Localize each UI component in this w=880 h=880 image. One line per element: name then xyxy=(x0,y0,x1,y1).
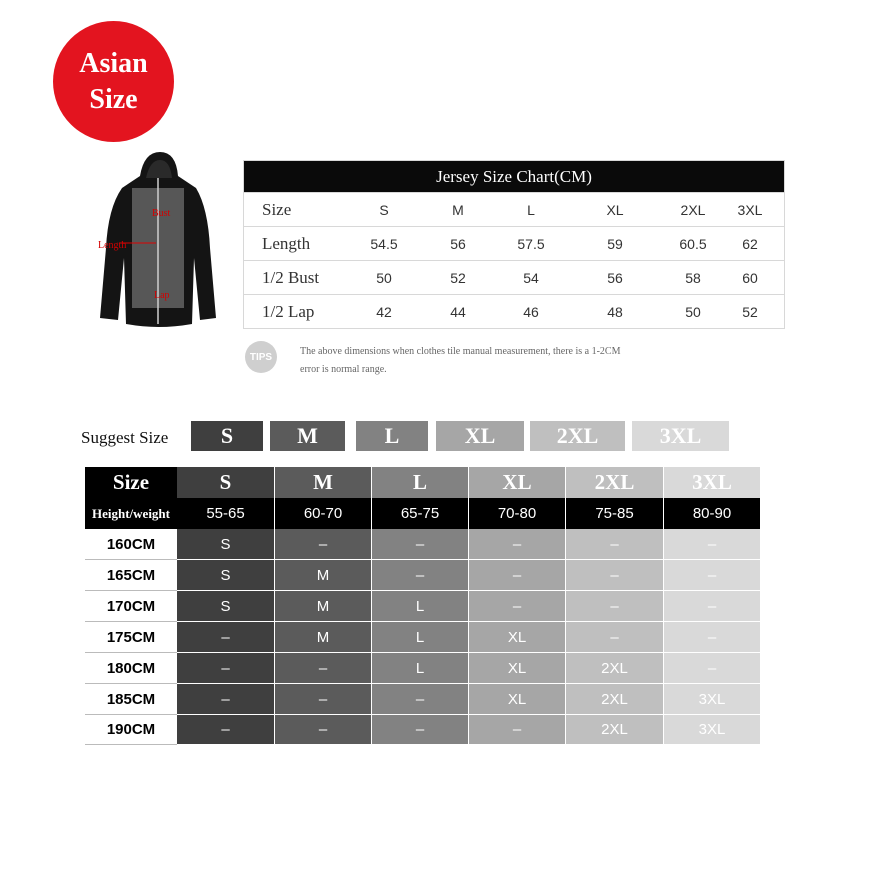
height-label: 170CM xyxy=(85,591,177,622)
cell: 50 xyxy=(376,269,392,286)
weight-range: 80-90 xyxy=(664,498,761,529)
size-cell: S xyxy=(177,529,275,560)
cell: 56 xyxy=(450,235,466,252)
size-column-header: 2XL xyxy=(566,467,664,498)
size-cell: – xyxy=(177,653,275,684)
size-cell: – xyxy=(469,529,566,560)
cell: 3XL xyxy=(737,201,763,218)
cell: 54.5 xyxy=(370,235,398,252)
height-label: 190CM xyxy=(85,715,177,745)
badge-line-2: Size xyxy=(89,83,138,115)
jersey-row-lap xyxy=(244,294,784,328)
size-column-header: L xyxy=(372,467,469,498)
size-column-header: XL xyxy=(469,467,566,498)
size-cell: 2XL xyxy=(566,653,664,684)
tips-icon: TIPS xyxy=(245,341,277,373)
size-cell: M xyxy=(275,622,372,653)
size-cell: – xyxy=(664,591,761,622)
suggest-size-m: M xyxy=(270,421,345,451)
size-cell: M xyxy=(275,591,372,622)
size-cell: L xyxy=(372,653,469,684)
cell: 2XL xyxy=(680,201,706,218)
size-cell: 2XL xyxy=(566,684,664,715)
cell: 52 xyxy=(742,303,758,320)
weight-range: 65-75 xyxy=(372,498,469,529)
size-cell: – xyxy=(372,684,469,715)
size-cell: S xyxy=(177,560,275,591)
height-label: 160CM xyxy=(85,529,177,560)
tips-line-1: The above dimensions when clothes tile manual measurement, there is a 1-2CM xyxy=(300,346,621,357)
cell: 58 xyxy=(685,269,701,286)
jersey-chart-title: Jersey Size Chart(CM) xyxy=(244,161,784,192)
cell: XL xyxy=(606,201,624,218)
size-cell: – xyxy=(177,715,275,745)
size-cell: – xyxy=(469,560,566,591)
row-label: Length xyxy=(262,233,311,253)
cell: 50 xyxy=(685,303,701,320)
size-cell: M xyxy=(275,560,372,591)
size-cell: – xyxy=(177,622,275,653)
height-label: 175CM xyxy=(85,622,177,653)
jersey-row-size xyxy=(244,192,784,226)
height-label: 185CM xyxy=(85,684,177,715)
size-cell: – xyxy=(566,591,664,622)
size-cell: 3XL xyxy=(664,715,761,745)
size-cell: – xyxy=(275,715,372,745)
weight-range: 55-65 xyxy=(177,498,275,529)
size-cell: 3XL xyxy=(664,684,761,715)
size-column-header: S xyxy=(177,467,275,498)
height-label: 180CM xyxy=(85,653,177,684)
lap-label: Lap xyxy=(154,290,170,301)
tips-text xyxy=(300,343,740,379)
size-cell: – xyxy=(664,622,761,653)
cell: 54 xyxy=(523,269,539,286)
suggest-size-3xl: 3XL xyxy=(632,421,729,451)
cell: L xyxy=(527,201,535,218)
size-cell: – xyxy=(469,715,566,745)
size-cell: S xyxy=(177,591,275,622)
size-cell: – xyxy=(566,560,664,591)
size-cell: – xyxy=(275,529,372,560)
cell: M xyxy=(452,201,464,218)
cell: 52 xyxy=(450,269,466,286)
size-cell: XL xyxy=(469,622,566,653)
row-label: Size xyxy=(262,199,292,219)
length-label: Length xyxy=(98,240,127,251)
size-cell: – xyxy=(566,622,664,653)
size-cell: – xyxy=(566,529,664,560)
size-cell: – xyxy=(372,715,469,745)
height-size-grid xyxy=(85,467,766,747)
tips-line-2: error is normal range. xyxy=(300,364,387,375)
cell: S xyxy=(379,201,389,218)
suggest-size-2xl: 2XL xyxy=(530,421,625,451)
suggest-size-l: L xyxy=(356,421,428,451)
jersey-row-bust xyxy=(244,260,784,294)
cell: 46 xyxy=(523,303,539,320)
jersey-size-chart xyxy=(243,160,785,329)
size-cell: – xyxy=(275,653,372,684)
size-cell: L xyxy=(372,622,469,653)
suggest-size-xl: XL xyxy=(436,421,524,451)
row-label: 1/2 Bust xyxy=(262,267,320,287)
size-cell: – xyxy=(372,529,469,560)
asian-size-badge xyxy=(53,21,174,142)
cell: 57.5 xyxy=(517,235,545,252)
cell: 44 xyxy=(450,303,466,320)
size-cell: – xyxy=(372,560,469,591)
weight-range: 75-85 xyxy=(566,498,664,529)
cell: 60.5 xyxy=(679,235,707,252)
size-cell: XL xyxy=(469,684,566,715)
size-column-header: M xyxy=(275,467,372,498)
size-cell: – xyxy=(469,591,566,622)
size-column-header: 3XL xyxy=(664,467,761,498)
jersey-row-length xyxy=(244,226,784,260)
jacket-illustration xyxy=(96,148,218,328)
size-cell: – xyxy=(664,653,761,684)
weight-range: 60-70 xyxy=(275,498,372,529)
row-label: 1/2 Lap xyxy=(262,301,315,321)
size-cell: – xyxy=(664,560,761,591)
cell: 48 xyxy=(607,303,623,320)
cell: 62 xyxy=(742,235,758,252)
size-cell: – xyxy=(177,684,275,715)
size-cell: L xyxy=(372,591,469,622)
cell: 42 xyxy=(376,303,392,320)
badge-line-1: Asian xyxy=(79,47,148,79)
size-cell: – xyxy=(275,684,372,715)
bust-label: Bust xyxy=(152,208,171,219)
size-cell: 2XL xyxy=(566,715,664,745)
suggest-size-s: S xyxy=(191,421,263,451)
cell: 56 xyxy=(607,269,623,286)
cell: 60 xyxy=(742,269,758,286)
height-weight-header: Height/weight xyxy=(85,498,177,529)
weight-range: 70-80 xyxy=(469,498,566,529)
height-label: 165CM xyxy=(85,560,177,591)
size-header: Size xyxy=(85,467,177,498)
suggest-size-label: Suggest Size xyxy=(81,428,169,447)
size-cell: – xyxy=(664,529,761,560)
size-cell: XL xyxy=(469,653,566,684)
cell: 59 xyxy=(607,235,623,252)
